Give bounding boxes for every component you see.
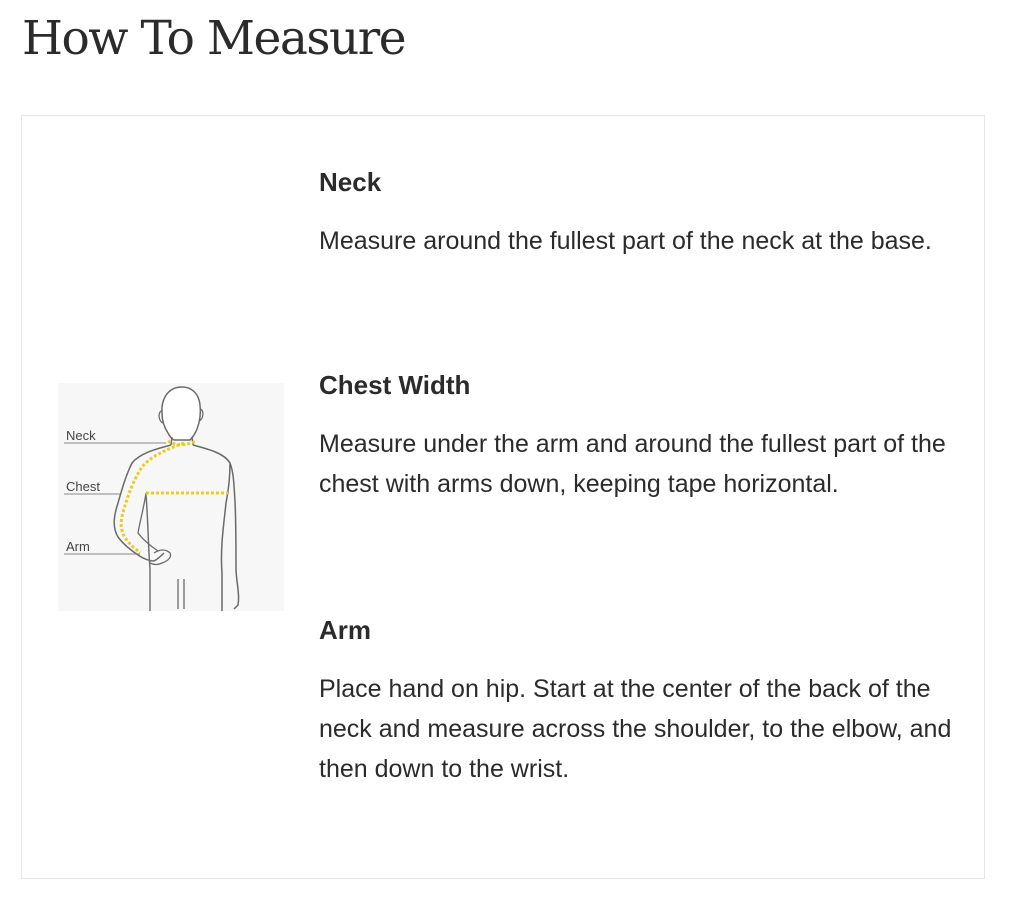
left-arm-outline [114,445,171,561]
neck-heading: Neck [319,167,382,197]
chest-width-description: Measure under the arm and around the fullest part of the chest with arms down, keeping tape horizontal. [319,430,946,498]
arm-tape [121,443,184,553]
torso-left-outline [146,495,150,611]
legs-outline [178,579,184,609]
arm-description: Place hand on hip. Start at the center of the back of the neck and measure across the shoulder, to the elbow, and then down to the wrist. [319,675,952,783]
neck-section [319,166,959,261]
body-figure-svg [58,383,284,611]
chest-width-heading: Chest Width [319,370,471,400]
arm-heading: Arm [319,615,372,645]
arm-figure-label: Arm [66,539,90,554]
chest-width-section [319,369,959,504]
right-arm-outline [193,445,239,611]
measure-guide-card [21,115,985,879]
head-outline [162,387,200,440]
neck-description: Measure around the fullest part of the neck at the base. [319,227,932,255]
neck-figure-label: Neck [66,428,96,443]
body-measurement-illustration [58,383,284,611]
chest-figure-label: Chest [66,479,100,494]
page-title: How To Measure [22,11,406,66]
arm-section [319,614,959,789]
